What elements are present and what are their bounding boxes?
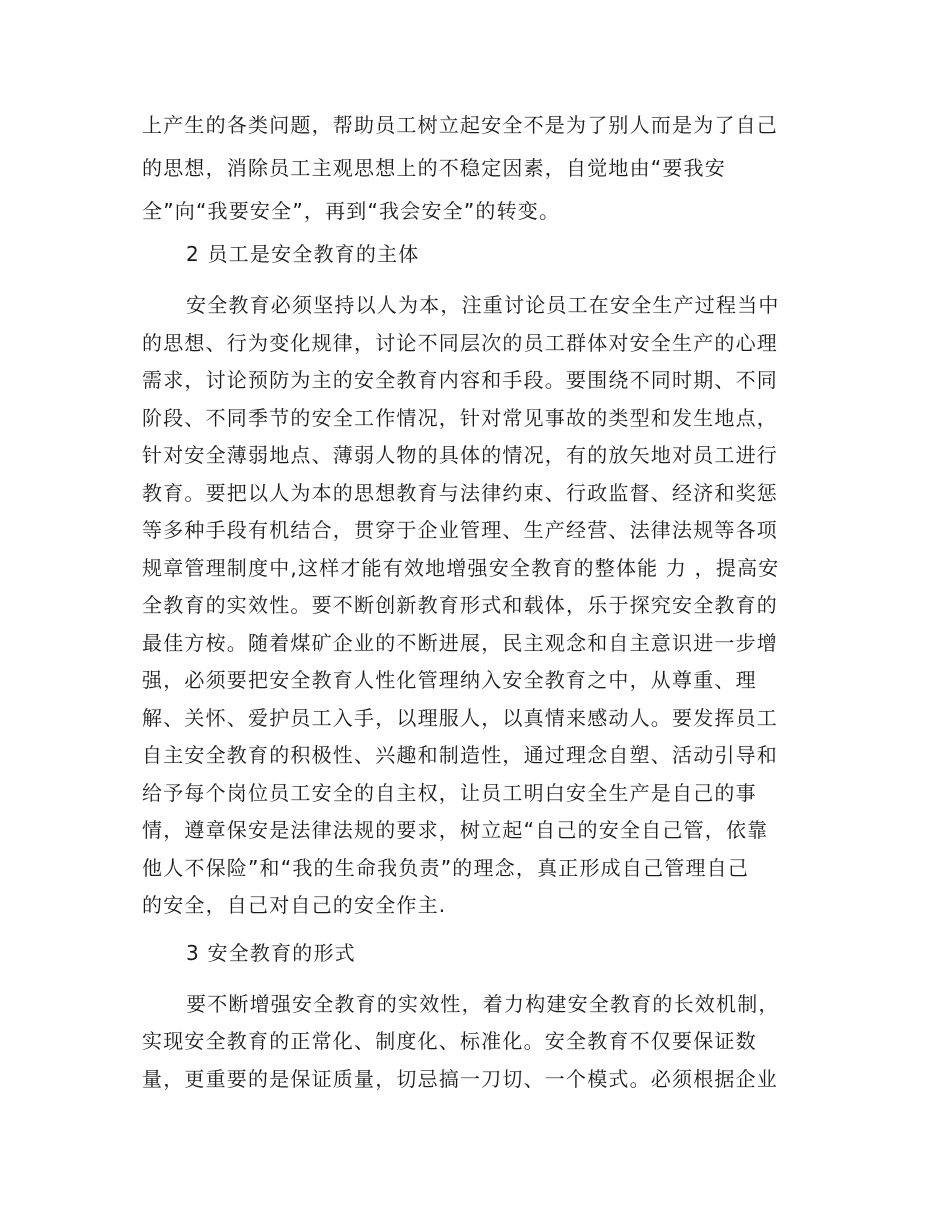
paragraph-line: 的思想、行为变化规律，讨论不同层次的员工群体对安全生产的心理 bbox=[142, 331, 778, 355]
paragraph-line: 他人不保险”和“我的生命我负责”的理念，真正形成自己管理自己 bbox=[142, 856, 750, 880]
paragraph-line: 实现安全教育的正常化、制度化、标准化。安全教育不仅要保证数 bbox=[142, 1029, 757, 1053]
paragraph-line: 全教育的实效性。要不断创新教育形式和载体，乐于探究安全教育的 bbox=[142, 593, 778, 617]
paragraph-line: 全”向“我要安全”，再到“我会安全”的转变。 bbox=[142, 199, 561, 223]
paragraph-line: 情，遵章保安是法律法规的要求，树立起“自己的安全自己管，依靠 bbox=[142, 818, 769, 842]
paragraph-line: 强，必须要把安全教育人性化管理纳入安全教育之中，从尊重、理 bbox=[142, 668, 757, 692]
paragraph-line: 等多种手段有机结合，贯穿于企业管理、生产经营、法律法规等各项 bbox=[142, 518, 778, 542]
paragraph-line: 规章管理制度中,这样才能有效地增强安全教育的整体能 力 ，提高安 bbox=[142, 556, 780, 580]
section-heading-2: 2 员工是安全教育的主体 bbox=[186, 242, 420, 266]
paragraph-line: 阶段、不同季节的安全工作情况，针对常见事故的类型和发生地点， bbox=[142, 406, 778, 430]
paragraph-line: 教育。要把以人为本的思想教育与法律约束、行政监督、经济和奖惩 bbox=[142, 481, 778, 505]
paragraph-line: 上产生的各类问题，帮助员工树立起安全不是为了别人而是为了自己 bbox=[142, 113, 778, 137]
paragraph-line: 给予每个岗位员工安全的自主权，让员工明白安全生产是自己的事 bbox=[142, 781, 757, 805]
paragraph-line: 要不断增强安全教育的实效性，着力构建安全教育的长效机制， bbox=[186, 992, 780, 1016]
paragraph-line: 的思想，消除员工主观思想上的不稳定因素，自觉地由“要我安 bbox=[142, 156, 726, 180]
paragraph-line: 需求，讨论预防为主的安全教育内容和手段。要围绕不同时期、不同 bbox=[142, 368, 778, 392]
paragraph-line: 解、关怀、爱护员工入手，以理服人，以真情来感动人。要发挥员工 bbox=[142, 706, 778, 730]
section-heading-3: 3 安全教育的形式 bbox=[186, 941, 356, 965]
paragraph-line: 针对安全薄弱地点、薄弱人物的具体的情况，有的放矢地对员工进行 bbox=[142, 443, 778, 467]
paragraph-line: 自主安全教育的积极性、兴趣和制造性，通过理念自塑、活动引导和 bbox=[142, 743, 778, 767]
paragraph-line: 量，更重要的是保证质量，切忌搞一刀切、一个模式。必须根据企业 bbox=[142, 1067, 778, 1091]
paragraph-line: 安全教育必须坚持以人为本，注重讨论员工在安全生产过程当中 bbox=[186, 293, 780, 317]
paragraph-line: 最佳方桉。随着煤矿企业的不断进展，民主观念和自主意识进一步增 bbox=[142, 631, 778, 655]
paragraph-line: 的安全，自己对自己的安全作主. bbox=[142, 893, 447, 917]
